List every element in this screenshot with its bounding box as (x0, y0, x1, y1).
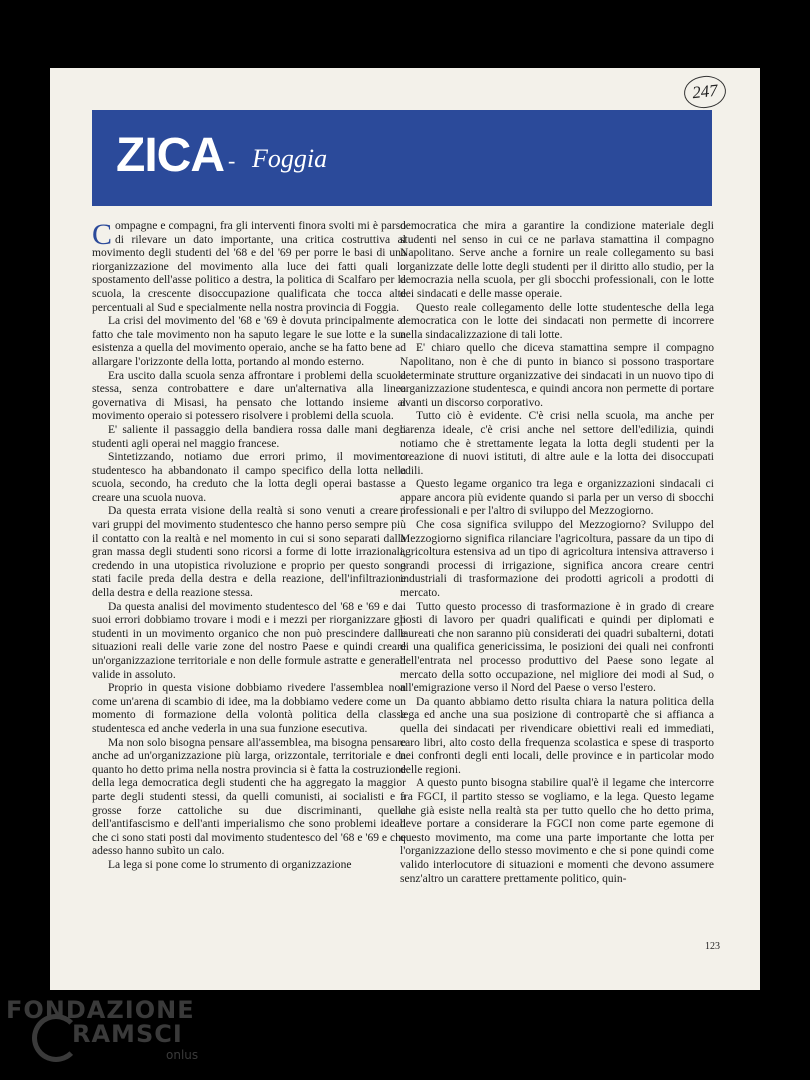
paragraph: Tutto ciò è evidente. C'è crisi nella scuola, ma anche per carenza ideale, c'è crisi anche nel settore dell'edilizia, quindi notiamo che è strettamente legata la lotta degli studenti per la creazione di nuovi istituti, di altre aule e la lotta dei disoccupati edili. (400, 410, 714, 477)
paragraph: A questo punto bisogna stabilire qual'è il legame che intercorre fra FGCI, il partito stesso se vogliamo, e la lega. Questo legame che già esiste nella realtà sta per tutto quello che ho detto prima, deve portare a considerare la FGCI non come parte egemone di questo movimento, ma come una parte importante che lotta per l'organizzazione dello stesso movimento e che si pone quindi come valido interlocutore di situazioni e momenti che devono assumere senz'altro un carattere prettamente politico, quin- (400, 777, 714, 885)
paragraph: Sintetizzando, notiamo due errori primo, il movimento studentesco ha abbandonato il campo specifico della lotta nella scuola, secondo, ha creduto che la lotta degli operai bastasse a creare una scuola nuova. (92, 451, 406, 504)
title-dash: - (228, 148, 236, 173)
article-subtitle: Foggia (252, 144, 328, 173)
text-column-left (92, 220, 406, 873)
handwritten-page-number: 247 (682, 74, 727, 110)
paragraph: Da questa analisi del movimento studentesco del '68 e '69 e dai suoi errori dobbiamo trovare i modi e i mezzi per riorganizzare gli studenti in un movimento organico che non può prescindere dalle situazioni reali delle varie zone del nostro Paese e quindi creare un'organizzazione territoriale e non delle formule astratte e generali valide in assoluto. (92, 600, 406, 681)
drop-cap: C (92, 218, 113, 251)
logo-line-1: FONDAZIONE (6, 996, 195, 1024)
page-folio: 123 (705, 941, 720, 952)
paragraph: Compagne e compagni, fra gli interventi finora svolti mi è parso di rilevare un dato importante, una critica costruttiva al movimento degli studenti del '68 e del '69 per porre le basi di una riorganizzazione del movimento alla luce dei fatti quali lo spostamento dell'asse politico a destra, la politica di Scalfaro per la scuola, la crescente disoccupazione qualificata che tocca alte percentuali al Sud e specialmente nella nostra provincia di Foggia. (92, 218, 406, 314)
fondazione-gramsci-logo (6, 996, 246, 1066)
text-column-right (400, 220, 714, 886)
paragraph: Proprio in questa visione dobbiamo rivedere l'assemblea non come un'arena di scambio di idee, ma la dobbiamo vedere come un momento di formazione della volontà politica della classe studentesca ed anche vederla in una sua funzione esecutiva. (92, 682, 406, 735)
article-title: ZICA (116, 129, 224, 182)
paragraph: Questo legame organico tra lega e organizzazioni sindacali ci appare ancora più evidente quando si parla per un verso di sbocchi professionali e per l'altro di sviluppo del Mezzogiorno. (400, 478, 714, 518)
paragraph: Da quanto abbiamo detto risulta chiara la natura politica della lega ed anche una sua posizione di contropartè che si affianca a quella dei sindacati per rivendicare obiettivi reali ed immediati, caro libri, alto costo della frequenza scolastica e spese di trasporto nei confronti degli enti locali, delle province e in particolar modo delle regioni. (400, 695, 714, 776)
logo-onlus: onlus (166, 1048, 199, 1062)
logo-line-2: RAMSCI (72, 1020, 183, 1048)
paragraph: La crisi del movimento del '68 e '69 è dovuta principalmente al fatto che tale movimento non ha saputo legare le sue lotte e la sua esistenza a quella del movimento operaio, anche se ha fatto bene ad allargare l'orizzonte della lotta, portando al mondo esterno. (92, 315, 406, 368)
paragraph: E' saliente il passaggio della bandiera rossa dalle mani degli studenti agli operai nel maggio francese. (92, 423, 406, 450)
paragraph: Era uscito dalla scuola senza affrontare i problemi della scuola stessa, senza controbattere e dare un'alternativa alla linea governativa di Misasi, ha pensato che lottando insieme al movimento operaio si potessero risolvere i problemi della scuola. (92, 369, 406, 423)
paragraph: Ma non solo bisogna pensare all'assemblea, ma bisogna pensare anche ad un'organizzazione più larga, orizzontale, territoriale e da quanto ho detto prima nella nostra provincia si è fatta la costruzione della lega democratica degli studenti che ha aggregato la maggior parte degli studenti stessi, da quelli comunisti, ai socialisti e a grosse forze cattoliche su due discriminanti, quella dell'antifascismo e dell'anti imperialismo che sono problemi ideali che ci sono stati posti dal movimento studentesco del '68 e '69 e che adesso hanno subìto un calo. (92, 736, 406, 858)
paragraph: La lega si pone come lo strumento di organizzazione (108, 858, 352, 871)
header-band (92, 110, 712, 206)
paragraph: democratica che mira a garantire la condizione materiale degli studenti nel senso in cui ce ne parlava stamattina il compagno Napolitano. Serve anche a fornire un reale collegamento su basi organizzate delle lotte degli studenti per il diritto allo studio, per la democrazia nella scuola, per gli sbocchi professionali, con le lotte dei sindacati e delle masse operaie. (400, 220, 714, 300)
paragraph: Da questa errata visione della realtà si sono venuti a creare i vari gruppi del movimento studentesco che hanno perso sempre più il contatto con la realtà e nel momento in cui si sono separati dalla gran massa degli studenti sono ricorsi a forme di lotte irrazionali, credendo in una utopistica rivoluzione e proprio per questo sono stati facile preda della destra e della reazione, dell'infiltrazione della destra e della reazione stessa. (92, 505, 406, 600)
paragraph: Tutto questo processo di trasformazione è in grado di creare posti di lavoro per quadri qualificati e quindi per diplomati e laureati che non saranno più considerati dei quadri subalterni, dotati di una qualifica genericissima, le posizioni dei quali nei confronti dell'entrata nel processo produttivo del Paese sono legate al mercato della sotto occupazione, nel migliore dei modi al Sud, o all'emigrazione verso il Nord del Paese o verso l'estero. (400, 600, 714, 695)
paragraph: Questo reale collegamento delle lotte studentesche della lega democratica con le lotte dei sindacati non permette di incorrere nella sindacalizzazione di tali lotte. (400, 301, 714, 341)
paragraph: Che cosa significa sviluppo del Mezzogiorno? Sviluppo del Mezzogiorno significa rilanciare l'agricoltura, passare da un tipo di agricoltura estensiva ad un tipo di agricoltura intensiva attraverso i grandi processi di irrigazione, significa ancora creare centri industriali di trasformazione dei prodotti agricoli a prodotti di mercato. (400, 519, 714, 600)
scanned-page (50, 68, 760, 990)
paragraph: E' chiaro quello che diceva stamattina sempre il compagno Napolitano, non è che di punto in bianco si possono trasportare determinate strutture organizzative dei sindacati in un nuovo tipo di organizzazione studentesca, e quindi ancora non permette di portare avanti un discorso corporativo. (400, 342, 714, 409)
